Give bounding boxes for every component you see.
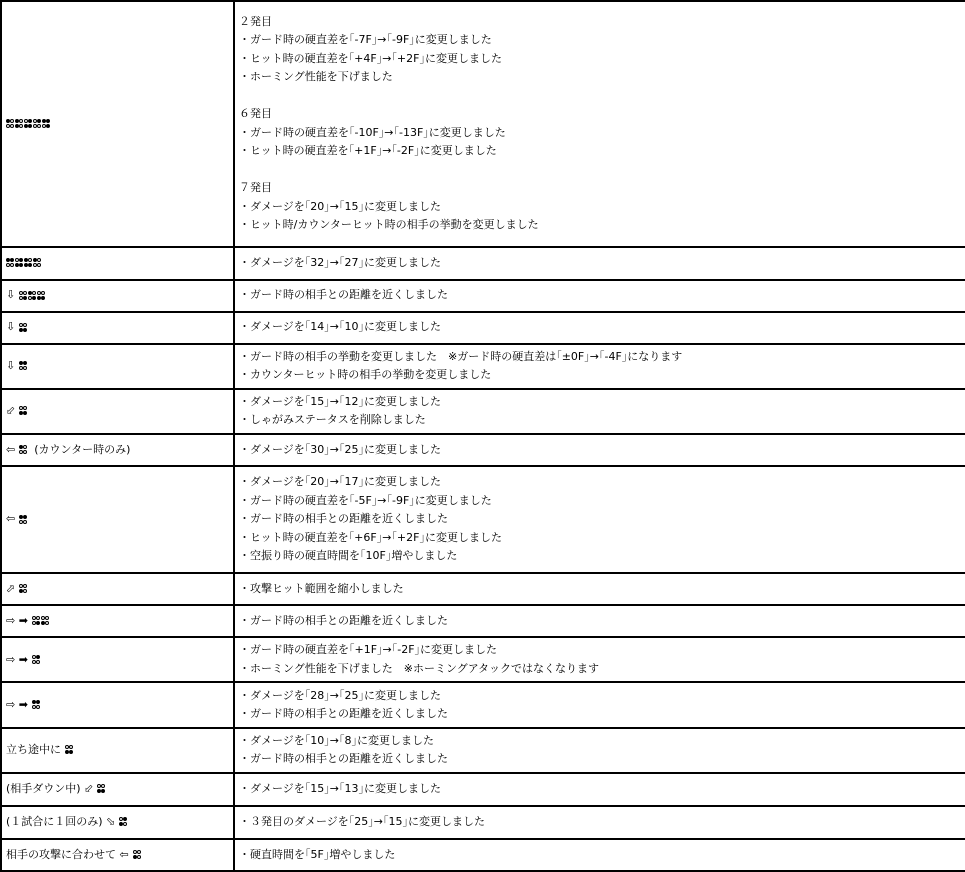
command-input [6, 651, 229, 670]
change-row [1, 434, 965, 466]
button-icon [24, 258, 33, 268]
change-note: ・ガード時の硬直差を｢-5F｣→｢-9F｣に変更しました [239, 493, 492, 507]
command-input [6, 357, 229, 376]
command-input [6, 846, 229, 865]
command-prefix: (相手ダウン中) ⬃ [6, 781, 94, 795]
change-row [1, 344, 965, 389]
change-notes-cell [234, 344, 965, 389]
change-note: ・ダメージを｢32｣→｢27｣に変更しました [239, 255, 441, 269]
change-note: ・ホーミング性能を下げました ※ホーミングアタックではなくなります [239, 661, 600, 675]
button-sequence [119, 817, 128, 827]
button-icon [33, 119, 42, 129]
command-input [6, 402, 229, 421]
command-input [6, 119, 229, 129]
change-row [1, 637, 965, 682]
change-notes-cell [234, 389, 965, 434]
change-note: ・ダメージを｢15｣→｢12｣に変更しました [239, 394, 441, 408]
change-row [1, 806, 965, 839]
change-note: ・ヒット時の硬直差を｢+1F｣→｢-2F｣に変更しました [239, 144, 497, 158]
command-prefix: 立ち途中に [6, 742, 61, 756]
change-notes-cell [234, 682, 965, 727]
change-note: ・しゃがみステータスを削除しました [239, 413, 426, 427]
command-cell [1, 839, 234, 871]
change-note: ・カウンターヒット時の相手の挙動を変更しました [239, 368, 492, 382]
change-note: ・ダメージを｢14｣→｢10｣に変更しました [239, 320, 441, 334]
change-list-body [1, 1, 965, 871]
command-prefix: ⇨ ➡ [6, 614, 28, 628]
button-icon [42, 119, 51, 129]
change-note: ・ダメージを｢15｣→｢13｣に変更しました [239, 781, 441, 795]
change-note: ６発目 [239, 107, 272, 121]
change-notes-cell [234, 247, 965, 280]
button-icon [19, 515, 28, 525]
command-input [6, 741, 229, 760]
change-note: ・ヒット時/カウンターヒット時の相手の挙動を変更しました [239, 218, 539, 232]
change-note: ・ホーミング性能を下げました [239, 70, 393, 84]
change-note: ・ガード時の硬直差を｢-7F｣→｢-9F｣に変更しました [239, 33, 492, 47]
change-note: ・ガード時の相手の挙動を変更しました ※ガード時の硬直差は｢±0F｣→｢-4F｣になります [239, 349, 683, 363]
change-row [1, 773, 965, 806]
button-icon [19, 445, 28, 455]
change-note: ・ガード時の相手との距離を近くしました [239, 707, 448, 720]
group-spacer [239, 87, 961, 106]
command-prefix: ⇩ [6, 288, 16, 302]
button-icon [28, 291, 37, 301]
button-icon [133, 850, 142, 860]
command-cell [1, 605, 234, 637]
command-cell [1, 773, 234, 806]
button-icon [32, 655, 41, 665]
change-row [1, 247, 965, 280]
command-input [6, 813, 229, 832]
button-icon [6, 119, 15, 129]
button-icon [41, 616, 50, 626]
command-input [6, 258, 229, 268]
change-note: ・ガード時の相手との距離を近くしました [239, 512, 448, 526]
button-icon [19, 361, 28, 371]
command-cell [1, 728, 234, 773]
button-sequence [19, 291, 46, 301]
button-icon [15, 258, 24, 268]
command-cell [1, 312, 234, 344]
button-sequence [133, 850, 142, 860]
change-row [1, 573, 965, 605]
button-icon [97, 784, 106, 794]
command-prefix: ⇩ [6, 320, 16, 334]
change-note: ・硬直時間を｢5F｣増やしました [239, 847, 396, 861]
command-input [6, 612, 229, 631]
command-input [6, 580, 229, 599]
command-prefix: ⇨ ➡ [6, 697, 28, 711]
command-input [6, 318, 229, 337]
command-prefix: (１試合に１回のみ) ⬂ [6, 814, 116, 828]
button-icon [19, 406, 28, 416]
button-icon [19, 323, 28, 333]
change-note: ・ヒット時の硬直差を｢+4F｣→｢+2F｣に変更しました [239, 51, 502, 65]
button-icon [19, 291, 28, 301]
command-prefix: ⇨ ➡ [6, 652, 28, 666]
change-notes-cell [234, 806, 965, 839]
change-note: ７発目 [239, 181, 272, 195]
change-notes-cell [234, 773, 965, 806]
command-cell [1, 280, 234, 312]
change-row [1, 389, 965, 434]
change-notes-cell [234, 434, 965, 466]
button-icon [6, 258, 15, 268]
command-suffix: (カウンター時のみ) [34, 442, 131, 456]
command-cell [1, 573, 234, 605]
change-note: ・ダメージを｢20｣→｢17｣に変更しました [239, 475, 441, 489]
command-prefix: ⇩ [6, 359, 16, 373]
command-cell [1, 637, 234, 682]
button-icon [32, 700, 41, 710]
command-cell [1, 682, 234, 727]
change-row [1, 605, 965, 637]
button-sequence [6, 258, 42, 268]
button-icon [33, 258, 42, 268]
command-prefix: ⇦ [6, 512, 16, 526]
button-icon [15, 119, 24, 129]
command-input [6, 780, 229, 799]
command-cell [1, 806, 234, 839]
change-note: ・ガード時の相手との距離を近くしました [239, 752, 448, 766]
change-note: ・ガード時の相手との距離を近くしました [239, 288, 448, 302]
button-sequence [6, 119, 51, 129]
change-note: ・ダメージを｢20｣→｢15｣に変更しました [239, 199, 441, 213]
command-cell [1, 389, 234, 434]
change-row [1, 839, 965, 871]
button-sequence [19, 445, 28, 455]
change-note: ・ヒット時の硬直差を｢+6F｣→｢+2F｣に変更しました [239, 530, 502, 544]
change-notes-cell [234, 637, 965, 682]
command-prefix: 相手の攻撃に合わせて ⇦ [6, 847, 129, 861]
change-notes-cell [234, 605, 965, 637]
button-sequence [32, 655, 41, 665]
change-note: ・ガード時の硬直差を｢-10F｣→｢-13F｣に変更しました [239, 125, 506, 139]
command-prefix: ⬃ [6, 404, 16, 418]
button-sequence [19, 584, 28, 594]
command-prefix: ⬀ [6, 582, 16, 596]
button-icon [37, 291, 46, 301]
button-sequence [19, 406, 28, 416]
command-input [6, 286, 229, 305]
change-row [1, 280, 965, 312]
button-sequence [19, 515, 28, 525]
change-row [1, 1, 965, 247]
button-sequence [97, 784, 106, 794]
change-row [1, 728, 965, 773]
command-input [6, 441, 229, 460]
change-note: ・３発目のダメージを｢25｣→｢15｣に変更しました [239, 814, 485, 828]
change-notes-cell [234, 728, 965, 773]
command-cell [1, 1, 234, 247]
change-row [1, 682, 965, 727]
change-note: ・ガード時の硬直差を｢+1F｣→｢-2F｣に変更しました [239, 643, 498, 657]
command-cell [1, 434, 234, 466]
change-notes-cell [234, 280, 965, 312]
button-icon [32, 616, 41, 626]
button-icon [65, 745, 74, 755]
change-notes-cell [234, 839, 965, 871]
button-icon [119, 817, 128, 827]
command-cell [1, 344, 234, 389]
change-note: ・ダメージを｢10｣→｢8｣に変更しました [239, 733, 434, 747]
change-notes-cell [234, 466, 965, 573]
change-note: ・ガード時の相手との距離を近くしました [239, 614, 448, 628]
change-note: ・攻撃ヒット範囲を縮小しました [239, 582, 404, 596]
change-notes-cell [234, 1, 965, 247]
button-sequence [32, 616, 50, 626]
command-input [6, 510, 229, 529]
change-row [1, 466, 965, 573]
command-cell [1, 466, 234, 573]
change-note: ・ダメージを｢28｣→｢25｣に変更しました [239, 688, 441, 702]
button-icon [19, 584, 28, 594]
button-sequence [19, 323, 28, 333]
change-note: ・ダメージを｢30｣→｢25｣に変更しました [239, 442, 441, 456]
command-prefix: ⇦ [6, 442, 16, 456]
change-notes-cell [234, 312, 965, 344]
change-row [1, 312, 965, 344]
group-spacer [239, 161, 961, 180]
button-sequence [32, 700, 41, 710]
command-cell [1, 247, 234, 280]
change-notes-cell [234, 573, 965, 605]
button-sequence [65, 745, 74, 755]
change-note: ２発目 [239, 14, 272, 28]
change-note: ・空振り時の硬直時間を｢10F｣増やしました [239, 549, 458, 563]
button-sequence [19, 361, 28, 371]
button-icon [24, 119, 33, 129]
command-input [6, 696, 229, 715]
